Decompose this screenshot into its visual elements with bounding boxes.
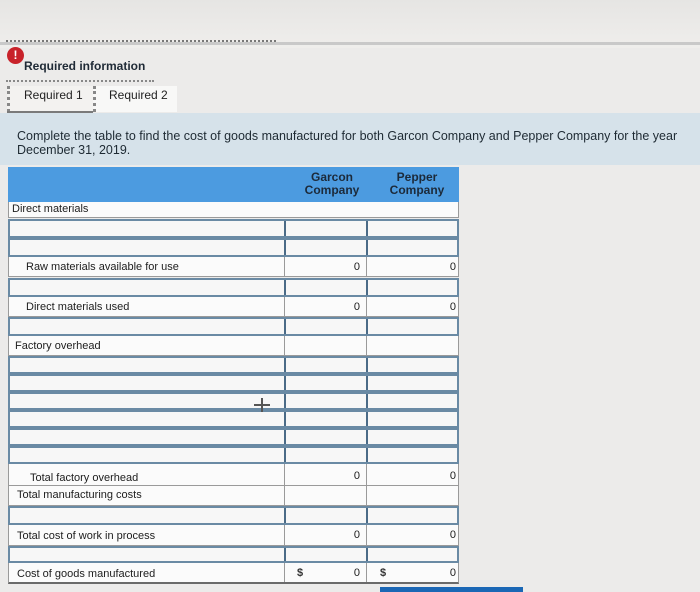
input-garcon-cell[interactable]	[286, 508, 368, 523]
value-garcon: 0	[285, 297, 367, 316]
instruction-text	[17, 129, 700, 157]
row-label: Factory overhead	[9, 336, 285, 355]
input-pepper-cell[interactable]	[370, 548, 461, 561]
right-blank-area	[459, 165, 700, 592]
value-pepper: 0	[449, 261, 456, 273]
bottom-accent-bar	[380, 587, 523, 592]
title-dotted-rule	[6, 80, 154, 82]
input-label-cell[interactable]	[10, 358, 286, 372]
column-header-pepper-line2: Company	[389, 183, 445, 197]
value-pepper: 0	[449, 470, 456, 482]
row-label: Cost of goods manufactured	[9, 563, 285, 582]
input-pepper-cell[interactable]	[370, 430, 461, 444]
row-label: Total factory overhead	[9, 464, 285, 485]
instruction-line-1: Complete the table to find the cost of goods manufactured for both Garcon Company and Pepper Company for the year	[17, 129, 678, 143]
input-row[interactable]	[8, 446, 459, 464]
input-row[interactable]	[8, 546, 459, 563]
input-garcon-cell[interactable]	[286, 280, 368, 295]
input-garcon-cell[interactable]	[286, 448, 368, 462]
input-label-cell[interactable]	[10, 394, 286, 408]
input-garcon-cell[interactable]	[286, 548, 368, 561]
value-garcon: 0	[285, 563, 367, 582]
input-label-cell[interactable]	[10, 319, 286, 334]
empty-cell	[285, 486, 367, 505]
alert-icon: !	[7, 47, 24, 64]
row-label: Raw materials available for use	[9, 257, 285, 276]
input-label-cell[interactable]	[10, 221, 286, 236]
row-label: Total cost of work in process	[9, 525, 285, 545]
value-garcon: 0	[285, 525, 367, 545]
input-garcon-cell[interactable]	[286, 412, 368, 426]
input-pepper-cell[interactable]	[370, 280, 461, 295]
value-garcon: 0	[285, 464, 367, 485]
input-garcon-cell[interactable]	[286, 430, 368, 444]
input-pepper-cell[interactable]	[370, 412, 461, 426]
value-pepper: 0	[449, 529, 456, 541]
input-row[interactable]	[8, 374, 459, 392]
row-label: Total manufacturing costs	[9, 486, 285, 505]
currency-garcon: $	[297, 567, 304, 579]
table-row-factory-overhead	[8, 336, 459, 356]
section-title: Required information	[24, 59, 146, 73]
input-pepper-cell[interactable]	[370, 240, 461, 255]
input-pepper-cell[interactable]	[370, 394, 461, 408]
input-pepper-cell[interactable]	[370, 358, 461, 372]
input-row[interactable]	[8, 356, 459, 374]
move-cursor-icon	[254, 398, 270, 412]
value-garcon: 0	[285, 257, 367, 276]
input-row[interactable]	[8, 278, 459, 297]
input-label-cell[interactable]	[10, 376, 286, 390]
column-header-pepper-line1: Pepper	[396, 170, 438, 184]
table-row-total-wip	[8, 525, 459, 546]
column-header-garcon-line1: Garcon	[310, 170, 353, 184]
input-label-cell[interactable]	[10, 280, 286, 295]
table-row-direct-materials	[8, 202, 459, 218]
input-label-cell[interactable]	[10, 548, 286, 561]
input-pepper-cell[interactable]	[370, 376, 461, 390]
input-label-cell[interactable]	[10, 508, 286, 523]
input-garcon-cell[interactable]	[286, 221, 368, 236]
table-row-total-factory-overhead	[8, 464, 459, 486]
input-label-cell[interactable]	[10, 448, 286, 462]
tab-required-2[interactable]: Required 2	[93, 86, 177, 112]
row-label: Direct materials	[12, 203, 89, 215]
value-pepper: 0	[449, 301, 456, 313]
value-pepper: 0	[449, 567, 456, 579]
column-header-garcon	[292, 171, 372, 197]
table-row-total-manufacturing	[8, 486, 459, 506]
input-garcon-cell[interactable]	[286, 376, 368, 390]
input-row[interactable]	[8, 317, 459, 336]
input-row[interactable]	[8, 428, 459, 446]
input-row[interactable]	[8, 219, 459, 238]
row-label: Direct materials used	[9, 297, 285, 316]
currency-pepper: $	[380, 567, 387, 579]
column-header-pepper	[375, 171, 459, 197]
table-row-cogm	[8, 563, 459, 584]
input-garcon-cell[interactable]	[286, 394, 368, 408]
input-pepper-cell[interactable]	[370, 508, 461, 523]
input-row[interactable]	[8, 410, 459, 428]
top-dotted-divider	[6, 40, 276, 48]
input-label-cell[interactable]	[10, 240, 286, 255]
instruction-line-2: December 31, 2019.	[17, 143, 131, 157]
tab-required-1[interactable]: Required 1	[7, 86, 93, 112]
input-pepper-cell[interactable]	[370, 448, 461, 462]
column-header-garcon-line2: Company	[304, 183, 360, 197]
input-pepper-cell[interactable]	[370, 221, 461, 236]
table-row-dm-used	[8, 297, 459, 317]
input-row[interactable]	[8, 392, 459, 410]
input-label-cell[interactable]	[10, 412, 286, 426]
input-row[interactable]	[8, 238, 459, 257]
input-garcon-cell[interactable]	[286, 319, 368, 334]
table-row-raw-materials	[8, 257, 459, 277]
input-label-cell[interactable]	[10, 430, 286, 444]
input-garcon-cell[interactable]	[286, 358, 368, 372]
empty-cell	[285, 336, 367, 355]
input-pepper-cell[interactable]	[370, 319, 461, 334]
input-garcon-cell[interactable]	[286, 240, 368, 255]
input-row[interactable]	[8, 506, 459, 525]
table-header	[8, 167, 459, 202]
